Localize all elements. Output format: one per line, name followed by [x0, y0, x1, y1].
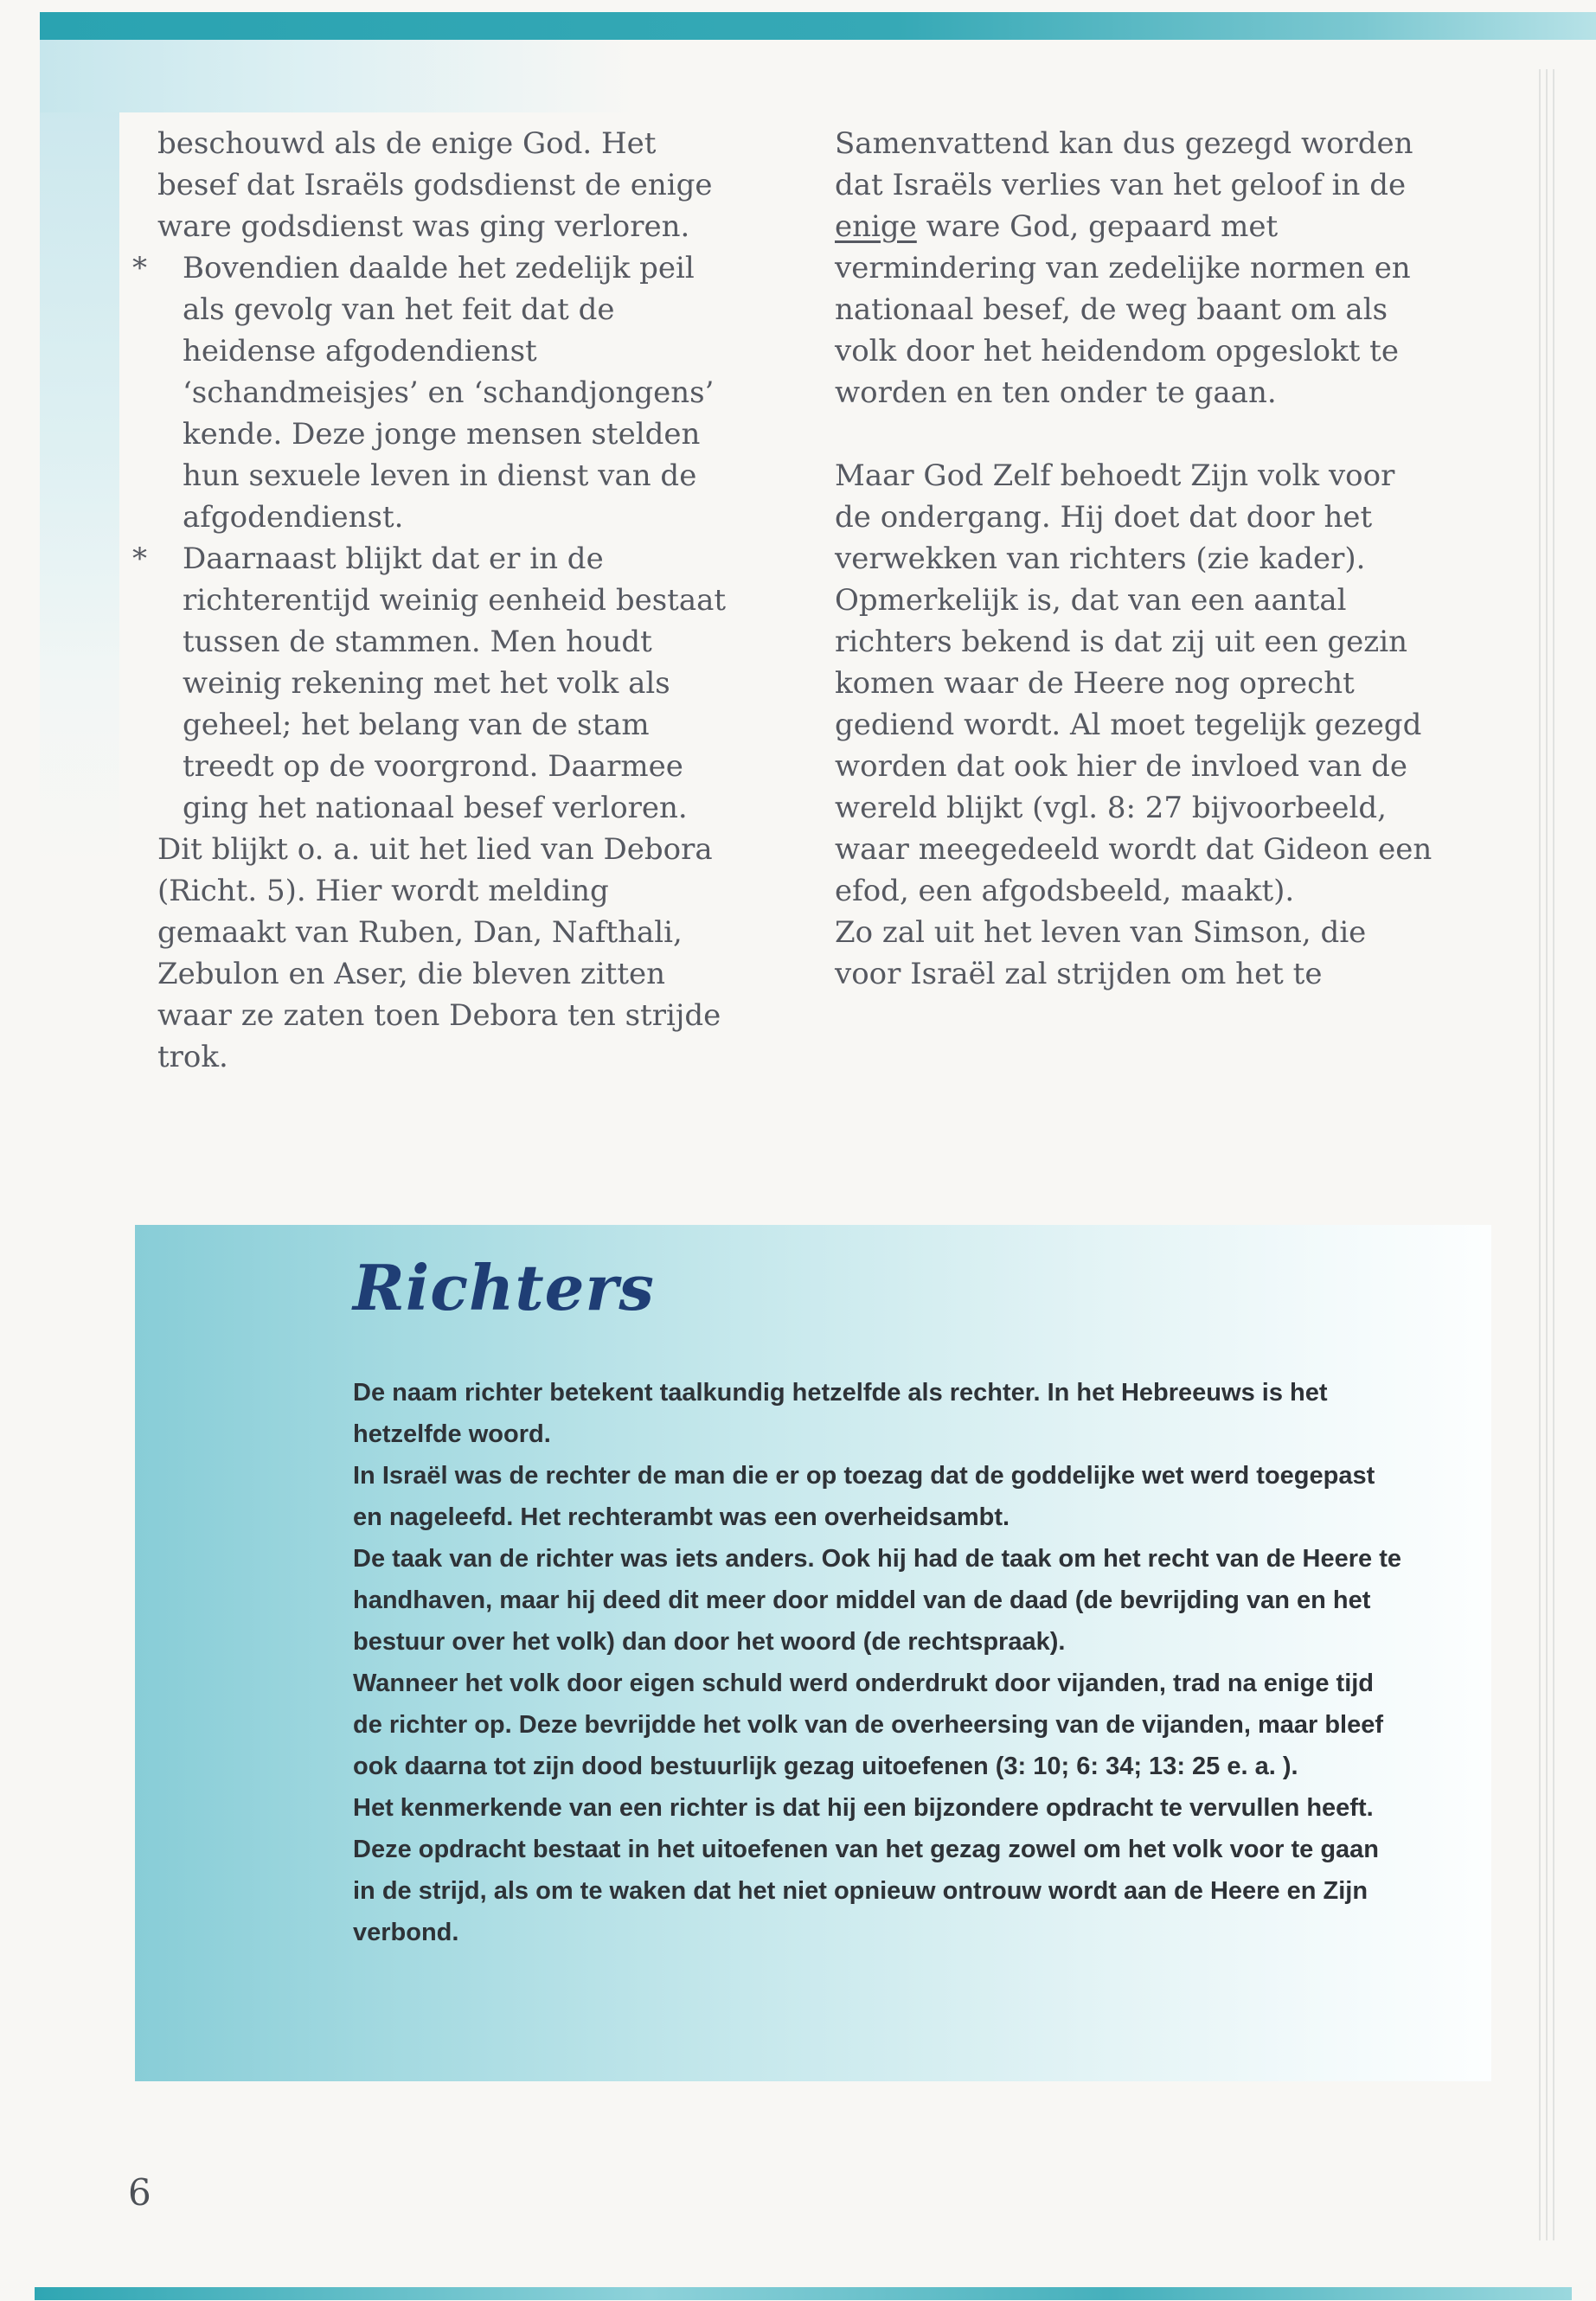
right-text-column — [835, 123, 1440, 995]
box-paragraph: Wanneer het volk door eigen schuld werd onderdrukt door vijanden, trad na enige tijd de richter op. Deze bevrijdde het volk van de overheersing van de vijanden, maar bleef ook daarna tot zijn dood bestuurlijk gezag uitoefenen (3: 10; 6: 34; 13: 25 e. a. ). — [353, 1670, 1384, 1780]
bullet-marker: * — [132, 251, 147, 285]
bottom-decoration-bar — [35, 2287, 1572, 2300]
top-decoration-bar — [40, 12, 1596, 40]
bullet-paragraph — [132, 538, 733, 829]
box-paragraph: In Israël was de rechter de man die er op toezag dat de goddelijke wet werd toegepast en nageleefd. Het rechterambt was een overheidsambt. — [353, 1462, 1375, 1531]
bullet-marker: * — [132, 542, 147, 576]
bullet-paragraph — [132, 247, 733, 538]
page-number: 6 — [128, 2171, 151, 2214]
paragraph: Opmerkelijk is, dat van een aantal richters bekend is dat zij uit een gezin komen waar de Heere nog oprecht gediend wordt. Al moet tegelijk gezegd worden dat ook hier de invloed van de wereld blijkt (vgl. 8: 27 bijvoorbeeld, waar meegedeeld wordt dat Gideon een efod, een afgodsbeeld, maakt). — [835, 583, 1433, 908]
box-body — [353, 1372, 1404, 1953]
paragraph: Dit blijkt o. a. uit het lied van Debora (Richt. 5). Hier wordt melding gemaakt van Ruben, Dan, Nafthali, Zebulon en Aser, die bleven zitten waar ze zaten toen Debora ten strijde trok. — [157, 832, 721, 1074]
box-paragraph: De naam richter betekent taalkundig hetzelfde als rechter. In het Hebreeuws is het hetzelfde woord. — [353, 1379, 1328, 1448]
left-text-column — [132, 123, 733, 1078]
paragraph-text: ware God, gepaard met vermindering van zedelijke normen en nationaal besef, de weg baant om als volk door het heidendom opgeslokt te worden en ten onder te gaan. — [835, 209, 1411, 410]
paragraph-continuation: beschouwd als de enige God. Het besef dat Israëls godsdienst de enige ware godsdienst was ging verloren. — [157, 126, 713, 244]
underlined-word: enige — [835, 209, 917, 244]
bullet-text: Bovendien daalde het zedelijk peil als gevolg van het feit dat de heidense afgodendienst ‘schandmeisjes’ en ‘schandjongens’ kende. Deze jonge mensen stelden hun sexuele leven in dienst van de afgodendienst. — [183, 251, 715, 535]
box-title: Richters — [353, 1251, 655, 1324]
top-gradient-block — [40, 40, 637, 112]
page-edge-shadow — [1539, 69, 1554, 2240]
left-gradient-strip — [40, 112, 119, 874]
bullet-text: Daarnaast blijkt dat er in de richterentijd weinig eenheid bestaat tussen de stammen. Men houdt weinig rekening met het volk als geheel; het belang van de stam treedt op de voorgrond. Daarmee ging het nationaal besef verloren. — [183, 542, 727, 825]
paragraph: Maar God Zelf behoedt Zijn volk voor de ondergang. Hij doet dat door het verwekken van richters (zie kader). — [835, 458, 1395, 576]
richters-sidebar-box — [135, 1225, 1491, 2081]
paragraph — [835, 123, 1440, 413]
box-paragraph: Het kenmerkende van een richter is dat hij een bijzondere opdracht te vervullen heeft. Deze opdracht bestaat in het uitoefenen van het gezag zowel om het volk voor te gaan in de strijd, als om te waken dat het niet opnieuw ontrouw wordt aan de Heere en Zijn verbond. — [353, 1794, 1379, 1946]
paragraph: Zo zal uit het leven van Simson, die voor Israël zal strijden om het te — [835, 915, 1367, 991]
box-paragraph: De taak van de richter was iets anders. Ook hij had de taak om het recht van de Heere te handhaven, maar hij deed dit meer door middel van de daad (de bevrijding van en het bestuur over het volk) dan door het woord (de rechtspraak). — [353, 1545, 1402, 1656]
paragraph-text: Samenvattend kan dus gezegd worden dat Israëls verlies van het geloof in de — [835, 126, 1413, 202]
